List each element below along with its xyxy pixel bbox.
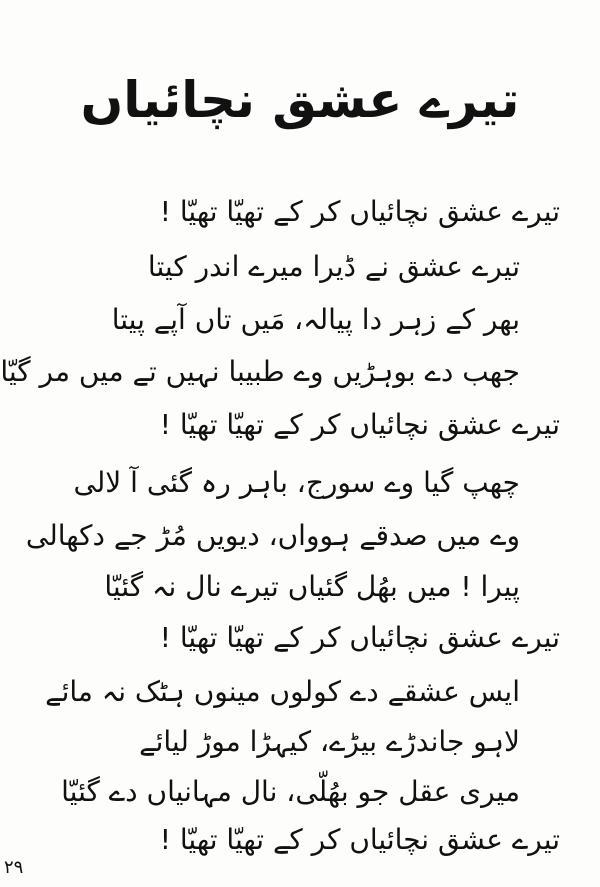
poem-line: جھب دے بوہڑیں وے طبیبا نہیں تے میں مر گیّا <box>0 355 520 388</box>
poem-title: تیرے عشق نچائیاں <box>80 71 520 129</box>
poem-line: لاہو جاندڑے بیڑے، کیہڑا موڑ لیائے <box>139 725 520 758</box>
poem-line: چھپ گیا وے سورج، باہر رہ گئی آ لالی <box>73 466 520 499</box>
poem-line: پیرا ! میں بھُل گئیاں تیرے نال نہ گئیّا <box>104 570 520 603</box>
poem-line-refrain: تیرے عشق نچائیاں کر کے تھیّا تھیّا ! <box>159 408 560 441</box>
poem-line-refrain: تیرے عشق نچائیاں کر کے تھیّا تھیّا ! <box>159 195 560 228</box>
poem-line: تیرے عشق نے ڈیرا میرے اندر کیتا <box>147 250 520 283</box>
poem-line-refrain: تیرے عشق نچائیاں کر کے تھیّا تھیّا ! <box>159 823 560 856</box>
poem-line: وے میں صدقے ہوواں، دیویں مُڑ جے دکھالی <box>25 519 520 552</box>
poem-line: ایس عشقے دے کولوں مینوں ہٹک نہ مائے <box>45 675 520 708</box>
poem-line: میری عقل جو بھُلّی، نال مہانیاں دے گئیّا <box>61 775 520 808</box>
page-number: ۲۹ <box>4 857 24 878</box>
poem-line-refrain: تیرے عشق نچائیاں کر کے تھیّا تھیّا ! <box>159 621 560 654</box>
poem-line: بھر کے زہر دا پیالہ، مَیں تاں آپے پیتا <box>111 303 520 336</box>
